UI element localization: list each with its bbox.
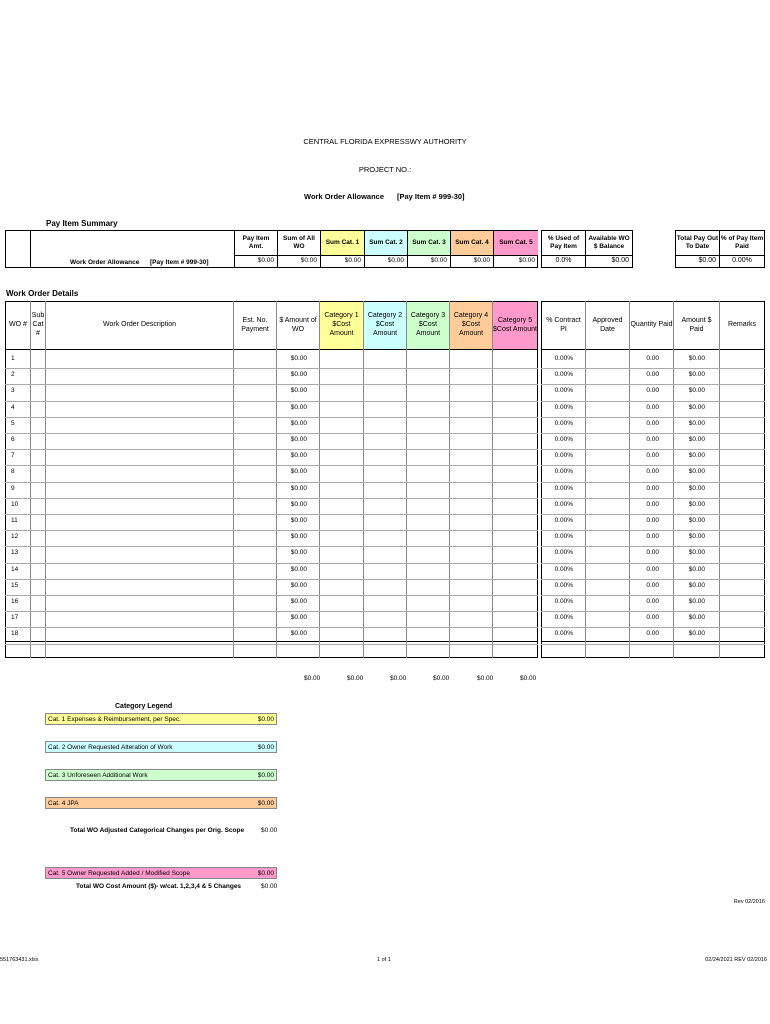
total-pay-out-value: $0.00 bbox=[698, 257, 716, 265]
row-quantity: 0.00 bbox=[646, 614, 659, 621]
summary-col-value: $0.00 bbox=[344, 257, 361, 265]
summary-col-value: $0.00 bbox=[387, 257, 404, 265]
legend-cat1-value: $0.00 bbox=[257, 715, 274, 723]
category-total: $0.00 bbox=[390, 675, 407, 682]
row-amount: $0.00 bbox=[290, 533, 307, 540]
row-quantity: 0.00 bbox=[646, 501, 659, 508]
legend-cat4-value: $0.00 bbox=[257, 799, 274, 807]
row-amount: $0.00 bbox=[290, 501, 307, 508]
legend-cat4-label: Cat. 4 JPA bbox=[48, 799, 79, 807]
row-paid: $0.00 bbox=[688, 598, 705, 605]
row-paid: $0.00 bbox=[688, 517, 705, 524]
row-quantity: 0.00 bbox=[646, 436, 659, 443]
row-quantity: 0.00 bbox=[646, 420, 659, 427]
row-paid: $0.00 bbox=[688, 533, 705, 540]
row-amount: $0.00 bbox=[290, 598, 307, 605]
row-number: 7 bbox=[11, 452, 15, 459]
row-quantity: 0.00 bbox=[646, 355, 659, 362]
row-amount: $0.00 bbox=[290, 630, 307, 637]
row-pct: 0.00% bbox=[554, 371, 573, 378]
row-pct: 0.00% bbox=[554, 452, 573, 459]
summary-col-value: $0.00 bbox=[518, 257, 535, 265]
summary-col-header: Sum Cat. 3 bbox=[408, 231, 450, 255]
summary-row-label: Work Order Allowance bbox=[70, 259, 140, 266]
header-est-payment: Est. No. Payment bbox=[241, 316, 269, 333]
legend-cat4 bbox=[45, 797, 277, 809]
row-number: 16 bbox=[11, 598, 19, 605]
used-of-pay-item-value: 0.0% bbox=[555, 257, 572, 265]
row-pct: 0.00% bbox=[554, 630, 573, 637]
total-adjusted-label: Total WO Adjusted Categorical Changes per Orig. Scope bbox=[70, 827, 245, 834]
row-amount: $0.00 bbox=[290, 452, 307, 459]
legend-cat3 bbox=[45, 769, 277, 781]
row-quantity: 0.00 bbox=[646, 566, 659, 573]
row-amount: $0.00 bbox=[290, 566, 307, 573]
row-amount: $0.00 bbox=[290, 485, 307, 492]
row-amount: $0.00 bbox=[290, 549, 307, 556]
legend-cat5 bbox=[45, 867, 277, 879]
row-paid: $0.00 bbox=[688, 566, 705, 573]
row-number: 11 bbox=[11, 517, 18, 524]
row-number: 2 bbox=[11, 371, 15, 378]
row-pct: 0.00% bbox=[554, 501, 573, 508]
header-approved-date: Approved Date bbox=[592, 316, 623, 333]
header-category-5: Category 5 $Cost Amount bbox=[493, 302, 537, 349]
summary-col-value: $0.00 bbox=[257, 257, 274, 265]
total-adjusted-value: $0.00 bbox=[261, 827, 278, 834]
row-pct: 0.00% bbox=[554, 387, 573, 394]
row-number: 8 bbox=[11, 468, 15, 475]
header-amount-paid: Amount $ Paid bbox=[681, 316, 712, 333]
total-pay-out-header: Total Pay Out To Date bbox=[676, 234, 719, 250]
category-total: $0.00 bbox=[433, 675, 450, 682]
allowance-label: Work Order Allowance bbox=[304, 192, 385, 201]
row-number: 1 bbox=[11, 355, 15, 362]
header-remarks: Remarks bbox=[727, 321, 756, 329]
row-quantity: 0.00 bbox=[646, 468, 659, 475]
category-total: $0.00 bbox=[520, 675, 537, 682]
legend-title: Category Legend bbox=[115, 703, 173, 710]
row-paid: $0.00 bbox=[688, 468, 705, 475]
header-wo-number: WO # bbox=[9, 321, 27, 329]
row-pct: 0.00% bbox=[554, 355, 573, 362]
row-pct: 0.00% bbox=[554, 549, 573, 556]
row-amount: $0.00 bbox=[290, 355, 307, 362]
row-pct: 0.00% bbox=[554, 485, 573, 492]
revision-note: Rev 02/2016 bbox=[733, 899, 765, 905]
summary-col-header: Sum Cat. 2 bbox=[365, 231, 407, 255]
project-number-label: PROJECT NO.: bbox=[358, 165, 412, 174]
summary-col-header: Sum Cat. 4 bbox=[451, 231, 493, 255]
row-number: 3 bbox=[11, 387, 15, 394]
row-amount: $0.00 bbox=[290, 517, 307, 524]
row-amount: $0.00 bbox=[290, 404, 307, 411]
legend-cat1-label: Cat. 1 Expenses & Reimbursement, per Spec. bbox=[48, 715, 181, 723]
row-paid: $0.00 bbox=[688, 371, 705, 378]
header-category-3: Category 3 $Cost Amount bbox=[407, 302, 449, 349]
legend-cat1 bbox=[45, 713, 277, 725]
row-number: 10 bbox=[11, 501, 19, 508]
row-pct: 0.00% bbox=[554, 468, 573, 475]
row-pct: 0.00% bbox=[554, 566, 573, 573]
header-quantity-paid: Quantity Paid bbox=[630, 321, 673, 329]
row-number: 15 bbox=[11, 582, 19, 589]
summary-col-header: Pay Item Amt. bbox=[235, 231, 277, 255]
header-amount-of-wo: $ Amount of WO bbox=[279, 316, 317, 333]
header-description: Work Order Description bbox=[102, 321, 176, 329]
legend-cat2-value: $0.00 bbox=[257, 743, 274, 751]
row-paid: $0.00 bbox=[688, 614, 705, 621]
row-number: 5 bbox=[11, 420, 15, 427]
legend-cat2-label: Cat. 2 Owner Requested Alteration of Work bbox=[48, 743, 173, 751]
row-quantity: 0.00 bbox=[646, 582, 659, 589]
row-quantity: 0.00 bbox=[646, 387, 659, 394]
row-paid: $0.00 bbox=[688, 387, 705, 394]
category-total: $0.00 bbox=[347, 675, 364, 682]
row-paid: $0.00 bbox=[688, 485, 705, 492]
row-number: 14 bbox=[11, 566, 19, 573]
row-pct: 0.00% bbox=[554, 614, 573, 621]
header-category-1: Category 1 $Cost Amount bbox=[320, 302, 363, 349]
header-sub-cat: Sub Cat # bbox=[31, 312, 45, 337]
pct-paid-value: 0.00% bbox=[732, 257, 752, 265]
row-quantity: 0.00 bbox=[646, 630, 659, 637]
row-pct: 0.00% bbox=[554, 404, 573, 411]
total-cost-label: Total WO Cost Amount ($)- w/cat. 1,2,3,4 & 5 Changes bbox=[76, 883, 242, 890]
row-pct: 0.00% bbox=[554, 533, 573, 540]
row-quantity: 0.00 bbox=[646, 404, 659, 411]
row-number: 6 bbox=[11, 436, 15, 443]
allowance-pay-item: [Pay Item # 999-30] bbox=[397, 192, 465, 201]
used-of-pay-item-header: % Used of Pay Item bbox=[547, 234, 580, 250]
row-quantity: 0.00 bbox=[646, 452, 659, 459]
row-pct: 0.00% bbox=[554, 582, 573, 589]
row-paid: $0.00 bbox=[688, 549, 705, 556]
available-balance-value: $0.00 bbox=[611, 257, 629, 265]
available-balance-header: Available WO $ Balance bbox=[588, 234, 630, 250]
row-number: 17 bbox=[11, 614, 19, 621]
row-quantity: 0.00 bbox=[646, 549, 659, 556]
row-amount: $0.00 bbox=[290, 387, 307, 394]
summary-title: Pay Item Summary bbox=[46, 219, 118, 228]
row-pct: 0.00% bbox=[554, 420, 573, 427]
row-amount: $0.00 bbox=[290, 420, 307, 427]
details-title: Work Order Details bbox=[6, 289, 79, 298]
row-quantity: 0.00 bbox=[646, 598, 659, 605]
row-amount: $0.00 bbox=[290, 614, 307, 621]
row-paid: $0.00 bbox=[688, 501, 705, 508]
row-paid: $0.00 bbox=[688, 355, 705, 362]
legend-cat2 bbox=[45, 741, 277, 753]
row-paid: $0.00 bbox=[688, 420, 705, 427]
summary-col-value: $0.00 bbox=[300, 257, 317, 265]
row-pct: 0.00% bbox=[554, 517, 573, 524]
row-paid: $0.00 bbox=[688, 582, 705, 589]
legend-cat5-label: Cat. 5 Owner Requested Added / Modified Scope bbox=[48, 869, 191, 877]
summary-col-header: Sum Cat. 1 bbox=[321, 231, 364, 255]
row-quantity: 0.00 bbox=[646, 371, 659, 378]
legend-cat3-label: Cat. 3 Unforeseen Additional Work bbox=[48, 771, 148, 779]
header-category-4: Category 4 $Cost Amount bbox=[450, 302, 492, 349]
legend-cat3-value: $0.00 bbox=[257, 771, 274, 779]
summary-col-value: $0.00 bbox=[473, 257, 490, 265]
header-pct-contract: % Contract PI bbox=[546, 316, 581, 333]
row-quantity: 0.00 bbox=[646, 485, 659, 492]
row-amount: $0.00 bbox=[290, 582, 307, 589]
row-number: 18 bbox=[11, 630, 19, 637]
category-total: $0.00 bbox=[477, 675, 494, 682]
page-number: 1 of 1 bbox=[377, 957, 391, 963]
footer-date: 02/24/2021 REV 02/2016 bbox=[705, 957, 767, 963]
row-pct: 0.00% bbox=[554, 436, 573, 443]
summary-col-value: $0.00 bbox=[430, 257, 447, 265]
row-quantity: 0.00 bbox=[646, 517, 659, 524]
summary-col-header: Sum of All WO bbox=[278, 231, 320, 255]
row-paid: $0.00 bbox=[688, 404, 705, 411]
row-number: 9 bbox=[11, 485, 15, 492]
summary-row-pay-item: [Pay Item # 999-30] bbox=[150, 259, 209, 266]
row-pct: 0.00% bbox=[554, 598, 573, 605]
total-cost-value: $0.00 bbox=[261, 883, 278, 890]
file-name: 551763431.xlsx bbox=[0, 957, 39, 963]
org-title: CENTRAL FLORIDA EXPRESSWY AUTHORITY bbox=[303, 137, 467, 146]
summary-col-header: Sum Cat. 5 bbox=[494, 231, 538, 255]
row-paid: $0.00 bbox=[688, 436, 705, 443]
pct-paid-header: % of Pay Item Paid bbox=[720, 234, 764, 250]
row-quantity: 0.00 bbox=[646, 533, 659, 540]
row-amount: $0.00 bbox=[290, 371, 307, 378]
category-total: $0.00 bbox=[304, 675, 321, 682]
row-amount: $0.00 bbox=[290, 468, 307, 475]
row-amount: $0.00 bbox=[290, 436, 307, 443]
header-category-2: Category 2 $Cost Amount bbox=[364, 302, 406, 349]
row-number: 13 bbox=[11, 549, 19, 556]
legend-cat5-value: $0.00 bbox=[257, 869, 274, 877]
row-paid: $0.00 bbox=[688, 630, 705, 637]
row-paid: $0.00 bbox=[688, 452, 705, 459]
row-number: 4 bbox=[11, 404, 15, 411]
row-number: 12 bbox=[11, 533, 19, 540]
